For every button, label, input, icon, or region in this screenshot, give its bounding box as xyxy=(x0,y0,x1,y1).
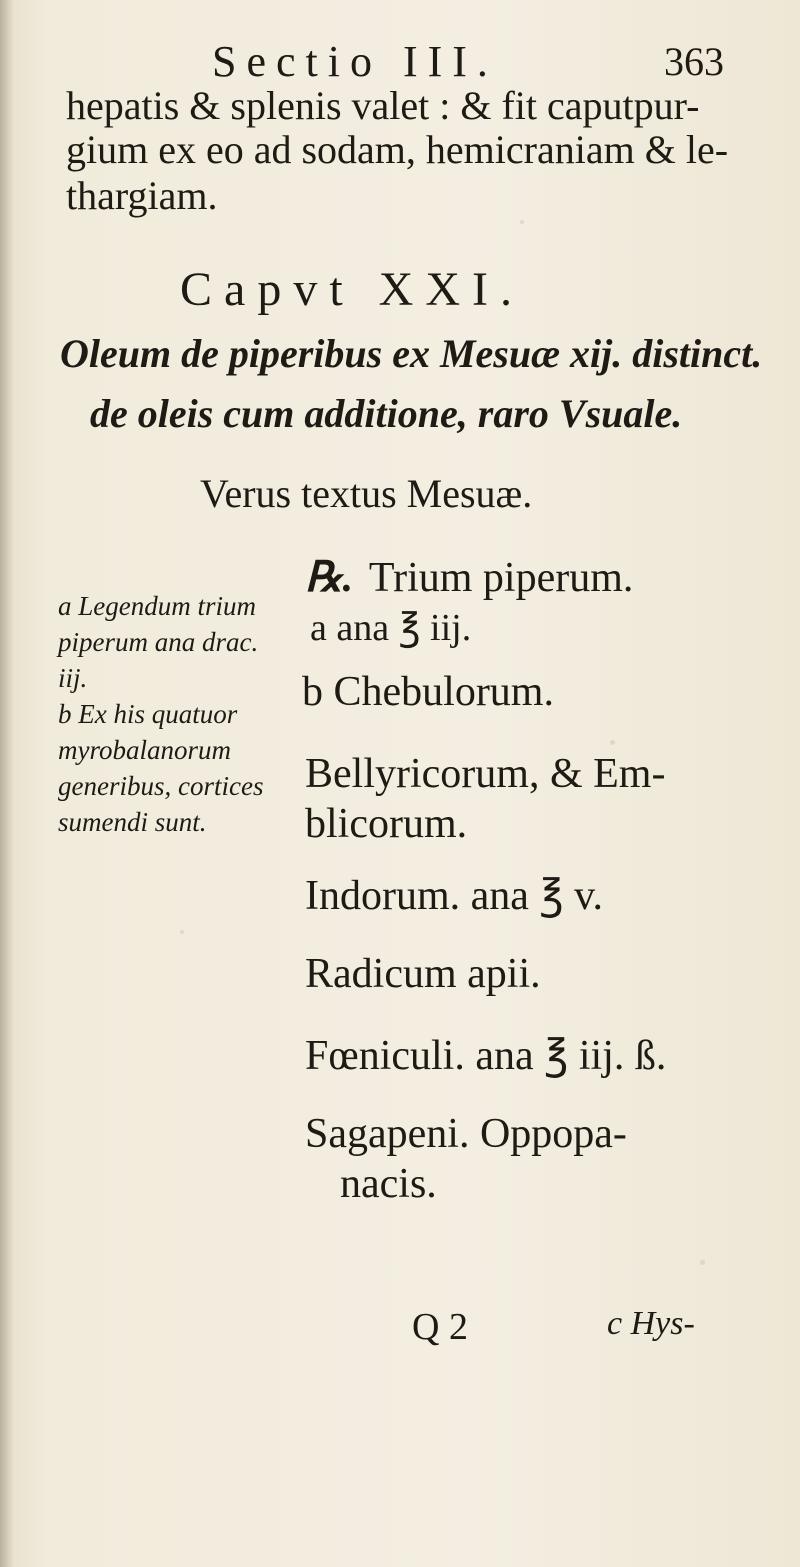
body-line-2: gium ex eo ad sodam, hemicraniam & le- xyxy=(66,127,729,172)
recipe-line-1 xyxy=(305,552,633,602)
recipe-line-4: Bellyricorum, & Em- xyxy=(305,751,666,797)
chapter-heading: Capvt XXI. xyxy=(180,263,524,316)
marginal-note-line: myrobalanorum xyxy=(58,735,231,765)
running-head: Sectio III. xyxy=(212,37,498,86)
marginal-notes xyxy=(58,588,298,840)
marginal-note-line: a Legendum trium xyxy=(58,591,256,621)
signature-mark: Q 2 xyxy=(412,1306,468,1348)
binding-gutter xyxy=(0,0,14,1567)
recipe-line-3: b Chebulorum. xyxy=(302,669,554,715)
page-number: 363 xyxy=(664,39,724,84)
recipe-line-8: Fœniculi. ana ℥ iij. ß. xyxy=(305,1033,667,1079)
marginal-note-line: b Ex his quatuor xyxy=(58,699,238,729)
recipe-line-6: Indorum. ana ℥ v. xyxy=(305,873,603,919)
recipe-line-2: a ana ℥ iij. xyxy=(310,607,472,649)
marginal-note-line: generibus, cortices xyxy=(58,771,264,801)
marginal-note-line: sumendi sunt. xyxy=(58,807,207,837)
recipe-line-5: blicorum. xyxy=(305,801,468,847)
recipe-line-10: nacis. xyxy=(340,1161,437,1207)
recipe-line-7: Radicum apii. xyxy=(305,951,541,997)
body-line-1: hepatis & splenis valet : & fit caputpur- xyxy=(66,83,700,128)
recipe-symbol-icon: ℞. xyxy=(305,555,354,601)
recipe-line-9: Sagapeni. Oppopa- xyxy=(305,1111,627,1157)
marginal-note-line: iij. xyxy=(58,663,88,693)
chapter-title-line-1: Oleum de piperibus ex Mesuæ xij. distinct. xyxy=(60,331,763,376)
recipe-line-1-text: Trium piperum. xyxy=(368,555,634,601)
catchword: c Hys- xyxy=(607,1305,695,1342)
subheading: Verus textus Mesuæ. xyxy=(200,471,533,516)
body-line-3: thargiam. xyxy=(66,173,218,218)
chapter-title-line-2: de oleis cum additione, raro Vsuale. xyxy=(90,391,683,436)
marginal-note-line: piperum ana drac. xyxy=(58,627,259,657)
